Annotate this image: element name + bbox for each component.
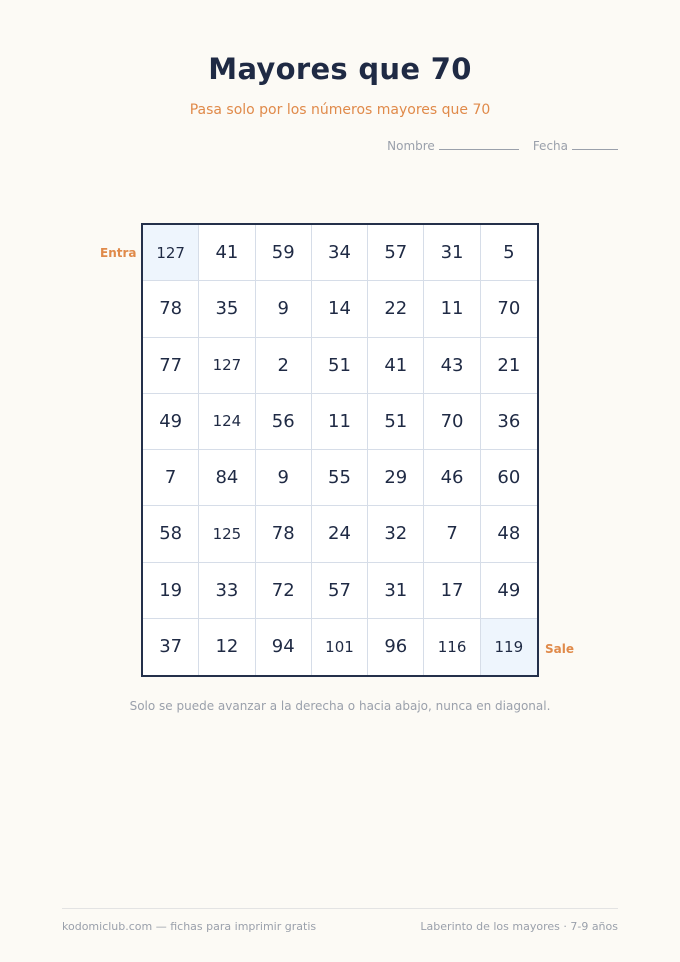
maze-cell: 11	[424, 281, 480, 337]
exit-label: Sale	[545, 642, 574, 656]
instruction-text: Solo se puede avanzar a la derecha o hacia abajo, nunca en diagonal.	[129, 699, 551, 713]
maze-cell: 31	[368, 563, 424, 619]
maze-cell: 127	[199, 338, 255, 394]
maze-cell: 2	[256, 338, 312, 394]
maze-cell: 94	[256, 619, 312, 675]
maze-cell: 19	[143, 563, 199, 619]
maze-cell: 49	[143, 394, 199, 450]
maze-cell: 125	[199, 506, 255, 562]
maze-cell: 70	[481, 281, 537, 337]
maze-cell: 78	[256, 506, 312, 562]
maze-cell: 9	[256, 281, 312, 337]
maze-cell: 70	[424, 394, 480, 450]
maze-cell: 48	[481, 506, 537, 562]
footer-divider	[62, 908, 618, 909]
maze-cell: 116	[424, 619, 480, 675]
date-line	[572, 148, 618, 150]
maze-cell: 22	[368, 281, 424, 337]
maze-cell: 96	[368, 619, 424, 675]
maze-cell: 77	[143, 338, 199, 394]
maze-cell: 37	[143, 619, 199, 675]
name-line	[439, 148, 519, 150]
maze-cell: 51	[312, 338, 368, 394]
maze-cell: 78	[143, 281, 199, 337]
maze-cell: 12	[199, 619, 255, 675]
page-subtitle: Pasa solo por los números mayores que 70	[189, 102, 491, 118]
name-label: Nombre	[387, 139, 435, 153]
date-label: Fecha	[532, 139, 568, 153]
maze-cell: 11	[312, 394, 368, 450]
maze-cell: 55	[312, 450, 368, 506]
maze-cell: 43	[424, 338, 480, 394]
maze-cell: 33	[199, 563, 255, 619]
maze-cell: 34	[312, 225, 368, 281]
page-title: Mayores que 70	[208, 52, 472, 86]
maze-grid	[141, 223, 539, 677]
footer-site: kodomiclub.com — fichas para imprimir gratis	[62, 920, 317, 933]
maze-cell: 5	[481, 225, 537, 281]
maze-cell: 72	[256, 563, 312, 619]
entry-label: Entra	[100, 246, 137, 260]
maze-cell: 7	[143, 450, 199, 506]
maze-cell: 36	[481, 394, 537, 450]
name-date-fields	[387, 139, 618, 153]
maze-cell: 57	[312, 563, 368, 619]
maze-cell: 51	[368, 394, 424, 450]
maze-cell: 9	[256, 450, 312, 506]
maze-cell: 84	[199, 450, 255, 506]
maze-cell: 29	[368, 450, 424, 506]
maze-cell: 49	[481, 563, 537, 619]
maze-cell: 119	[481, 619, 537, 675]
maze-cell: 21	[481, 338, 537, 394]
maze-cell: 35	[199, 281, 255, 337]
maze-cell: 124	[199, 394, 255, 450]
maze-cell: 57	[368, 225, 424, 281]
maze-cell: 101	[312, 619, 368, 675]
maze-cell: 46	[424, 450, 480, 506]
maze-cell: 17	[424, 563, 480, 619]
maze-cell: 24	[312, 506, 368, 562]
maze-cell: 7	[424, 506, 480, 562]
maze-cell: 59	[256, 225, 312, 281]
maze-cell: 32	[368, 506, 424, 562]
maze-cell: 127	[143, 225, 199, 281]
maze-cell: 41	[199, 225, 255, 281]
maze-cell: 58	[143, 506, 199, 562]
maze-cell: 14	[312, 281, 368, 337]
maze-cell: 60	[481, 450, 537, 506]
maze-cell: 56	[256, 394, 312, 450]
maze-cell: 31	[424, 225, 480, 281]
footer-worksheet-info: Laberinto de los mayores · 7-9 años	[420, 920, 618, 933]
maze-cell: 41	[368, 338, 424, 394]
